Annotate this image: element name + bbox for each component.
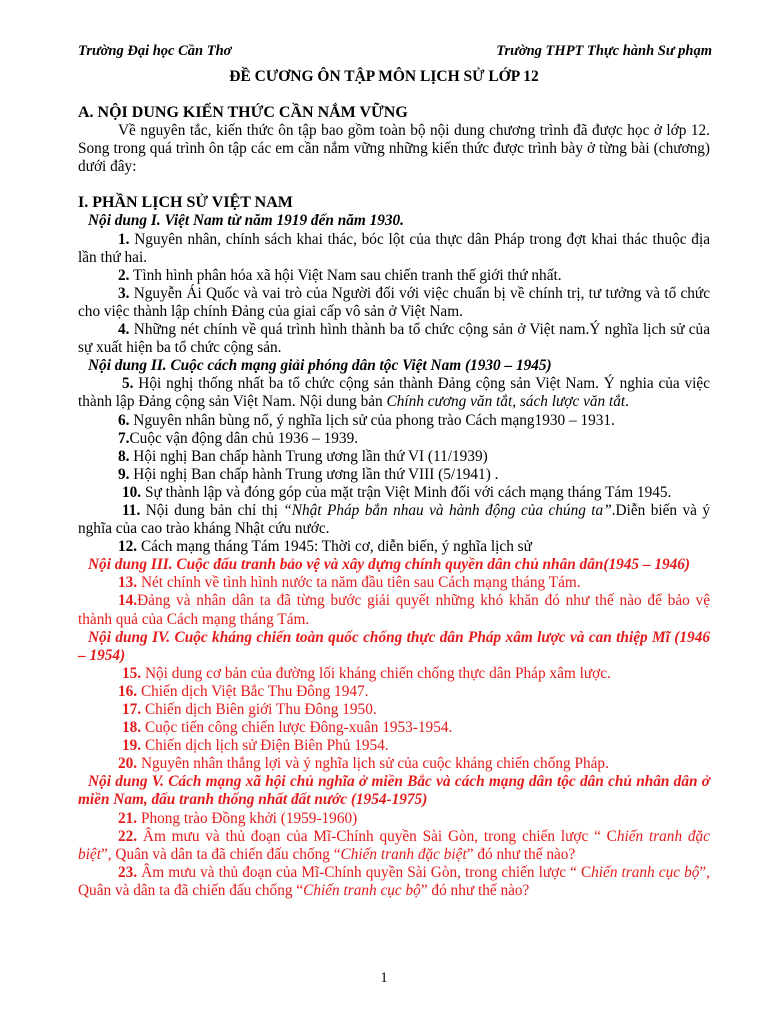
list-item: 11. Nội dung bản chỉ thị “Nhật Pháp bắn nhau và hành động của chúng ta”.Diễn biến và ý nghĩa của cao trào kháng Nhật cứu nước. xyxy=(78,501,710,538)
list-item: 3. Nguyễn Ái Quốc và vai trò của Người đối với việc chuẩn bị về chính trị, tư tưởng và tổ chức cho việc thành lập chính Đảng của giai cấp vô sản ở Việt Nam. xyxy=(78,284,710,320)
nd5-title: Nội dung V. Cách mạng xã hội chủ nghĩa ở miền Bắc và cách mạng dân tộc dân chủ nhân dân ở miền Nam, đấu tranh thống nhất đất nước (1954-1975) xyxy=(78,773,710,809)
list-item: 6. Nguyên nhân bùng nổ, ý nghĩa lịch sử của phong trào Cách mạng1930 – 1931. xyxy=(118,411,615,429)
section-a-intro: Về nguyên tắc, kiến thức ôn tập bao gồm toàn bộ nội dung chương trình đã được học ở lớp 12. Song trong quá trình ôn tập các em cần nắm vững những kiến thức được trình bày ở từng bài (chương) dưới đây: xyxy=(78,122,710,176)
list-item: 16. Chiến dịch Việt Bắc Thu Đông 1947. xyxy=(118,682,369,700)
list-item: 17. Chiến dịch Biên giới Thu Đông 1950. xyxy=(122,701,377,718)
list-item: 5. Hội nghị thống nhất ba tổ chức cộng sản thành Đảng cộng sản Việt Nam. Ý nghia của việc thành lập Đảng cộng sản Việt Nam. Nội dung bản Chính cương văn tắt, sách lược văn tắt. xyxy=(78,375,710,411)
list-item: 9. Hội nghị Ban chấp hành Trung ương lần thứ VIII (5/1941) . xyxy=(118,465,499,483)
list-item: 14.Đảng và nhân dân ta đã từng bước giải quyết những khó khăn đó như thế nào để bảo vệ thành quả của Cách mạng tháng Tám. xyxy=(78,592,710,628)
list-item: 22. Âm mưu và thủ đoạn của Mĩ-Chính quyền Sài Gòn, trong chiến lược “ Chiến tranh đặc biệt”, Quân và dân ta đã chiến đấu chống “Chiến tranh đặc biệt” đó như thế nào? xyxy=(78,827,710,863)
list-item: 4. Những nét chính về quá trình hình thành ba tổ chức cộng sản ở Việt nam.Ý nghĩa lịch sử của sự xuất hiện ba tổ chức cộng sản. xyxy=(78,321,710,357)
list-item: 18. Cuộc tiến công chiến lược Đông-xuân 1953-1954. xyxy=(122,719,453,737)
list-item: 1. Nguyên nhân, chính sách khai thác, bóc lột của thực dân Pháp trong đợt khai thác thuộc địa lần thứ hai. xyxy=(78,230,710,266)
list-item: 15. Nội dung cơ bản của đường lối kháng chiến chống thực dân Pháp xâm lược. xyxy=(122,664,611,682)
nd2-title: Nội dung II. Cuộc cách mạng giải phóng dân tộc Việt Nam (1930 – 1945) xyxy=(88,357,552,375)
page-number: 1 xyxy=(380,970,388,986)
list-item: 13. Nét chính về tình hình nước ta năm đầu tiên sau Cách mạng tháng Tám. xyxy=(118,574,581,592)
list-item: 2. Tình hình phân hóa xã hội Việt Nam sau chiến tranh thế giới thứ nhất. xyxy=(118,266,562,284)
page-title: ĐỀ CƯƠNG ÔN TẬP MÔN LỊCH SỬ LỚP 12 xyxy=(229,68,539,85)
list-item: 10. Sự thành lập và đóng góp của mặt trận Việt Minh đối với cách mạng tháng Tám 1945. xyxy=(122,483,672,501)
list-item: 23. Âm mưu và thủ đoạn của Mĩ-Chính quyền Sài Gòn, trong chiến lược “ Chiến tranh cục bộ”, Quân và dân ta đã chiến đấu chống “Chiến tranh cục bộ” đó như thế nào? xyxy=(78,863,710,899)
list-item: 20. Nguyên nhân thắng lợi và ý nghĩa lịch sử của cuộc kháng chiến chống Pháp. xyxy=(118,755,609,773)
list-item: 12. Cách mạng tháng Tám 1945: Thời cơ, diễn biến, ý nghĩa lịch sử xyxy=(118,538,532,556)
nd4-title: Nội dung IV. Cuộc kháng chiến toàn quốc chống thực dân Pháp xâm lược và can thiệp Mĩ (1946 – 1954) xyxy=(78,628,710,664)
nd1-title: Nội dung I. Việt Nam từ năm 1919 đến năm 1930. xyxy=(88,212,404,230)
header-right: Trường THPT Thực hành Sư phạm xyxy=(496,43,712,59)
header-left: Trường Đại học Cần Thơ xyxy=(78,43,232,59)
part-1-heading: I. PHẦN LỊCH SỬ VIỆT NAM xyxy=(78,194,293,212)
nd3-title: Nội dung III. Cuộc đấu tranh bảo vệ và xây dựng chính quyền dân chủ nhân dân(1945 – 1946) xyxy=(88,556,691,574)
document-body xyxy=(78,104,710,900)
list-item: 19. Chiến dịch lịch sử Điện Biên Phủ 1954. xyxy=(122,737,389,755)
list-item: 7.Cuộc vận động dân chủ 1936 – 1939. xyxy=(118,429,359,447)
list-item: 21. Phong trào Đồng khởi (1959-1960) xyxy=(118,809,358,827)
section-a-heading: A. NỘI DUNG KIẾN THỨC CẦN NẮM VỮNG xyxy=(78,104,408,121)
list-item: 8. Hội nghị Ban chấp hành Trung ương lần thứ VI (11/1939) xyxy=(118,447,488,465)
